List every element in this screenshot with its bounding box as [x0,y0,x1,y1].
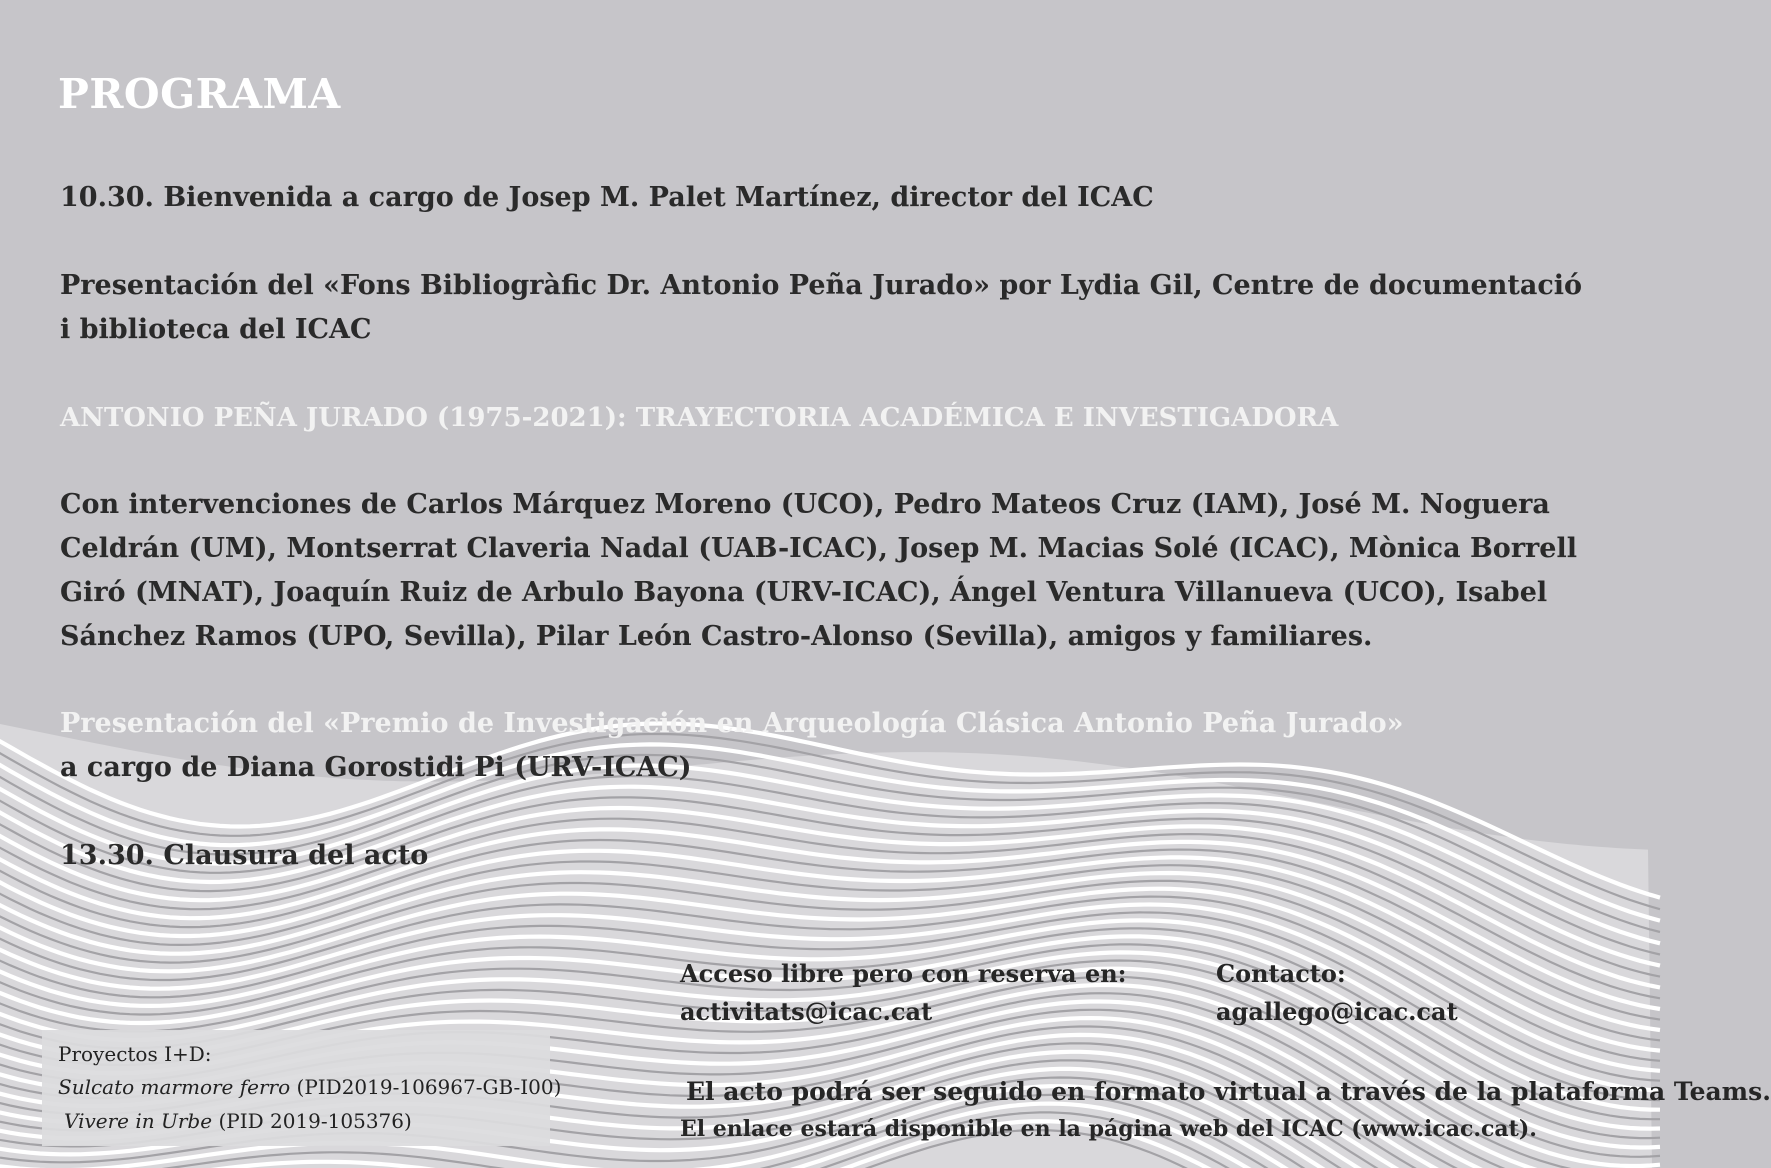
contact-label: Contacto: [1216,959,1346,988]
link-notice: El enlace estará disponible en la página web del ICAC (www.icac.cat). [680,1116,1537,1142]
virtual-notice: El acto podrá ser seguido en formato virtual a través de la plataforma Teams. [686,1077,1771,1106]
fons-presentation-item: Presentación del «Fons Bibliogràfic Dr. Antonio Peña Jurado» por Lydia Gil, Centre de documentació i biblioteca del ICAC [60,270,1583,345]
welcome-item: 10.30. Bienvenida a cargo de Josep M. Palet Martínez, director del ICAC [60,182,1154,213]
premio-presenter: a cargo de Diana Gorostidi Pi (URV-ICAC) [60,752,692,783]
access-block [680,955,1127,1031]
project-name: Vivere in Urbe [64,1109,213,1133]
premio-title: Presentación del «Premio de Investigación en Arqueología Clásica Antonio Peña Jurado» [60,708,1404,739]
contact-block [1216,955,1458,1031]
project-code: (PID2019-106967-GB-I00) [296,1075,562,1099]
project-item [58,1075,561,1099]
project-item [64,1109,412,1133]
closing-item: 13.30. Clausura del acto [60,840,429,871]
access-email-link[interactable]: activitats@icac.cat [680,997,933,1026]
interventions-paragraph: Con intervenciones de Carlos Márquez Moreno (UCO), Pedro Mateos Cruz (IAM), José M. Noguera Celdrán (UM), Montserrat Claveria Nadal (UAB-ICAC), Josep M. Macias Solé (ICAC), Mònica Borrell Giró (MNAT), Joaquín Ruiz de Arbulo Bayona (URV-ICAC), Ángel Ventura Villanueva (UCO), Isabel Sánchez Ramos (UPO, Sevilla), Pilar León Castro-Alonso (Sevilla), amigos y familiares. [60,489,1577,652]
page-title: PROGRAMA [58,70,341,118]
section-heading: ANTONIO PEÑA JURADO (1975-2021): TRAYECTORIA ACADÉMICA E INVESTIGADORA [60,403,1339,433]
projects-box [42,1030,562,1146]
contact-email-link[interactable]: agallego@icac.cat [1216,997,1458,1026]
project-code: (PID 2019-105376) [218,1109,412,1133]
access-label: Acceso libre pero con reserva en: [680,959,1127,988]
project-name: Sulcato marmore ferro [58,1075,291,1099]
projects-label: Proyectos I+D: [58,1042,212,1066]
